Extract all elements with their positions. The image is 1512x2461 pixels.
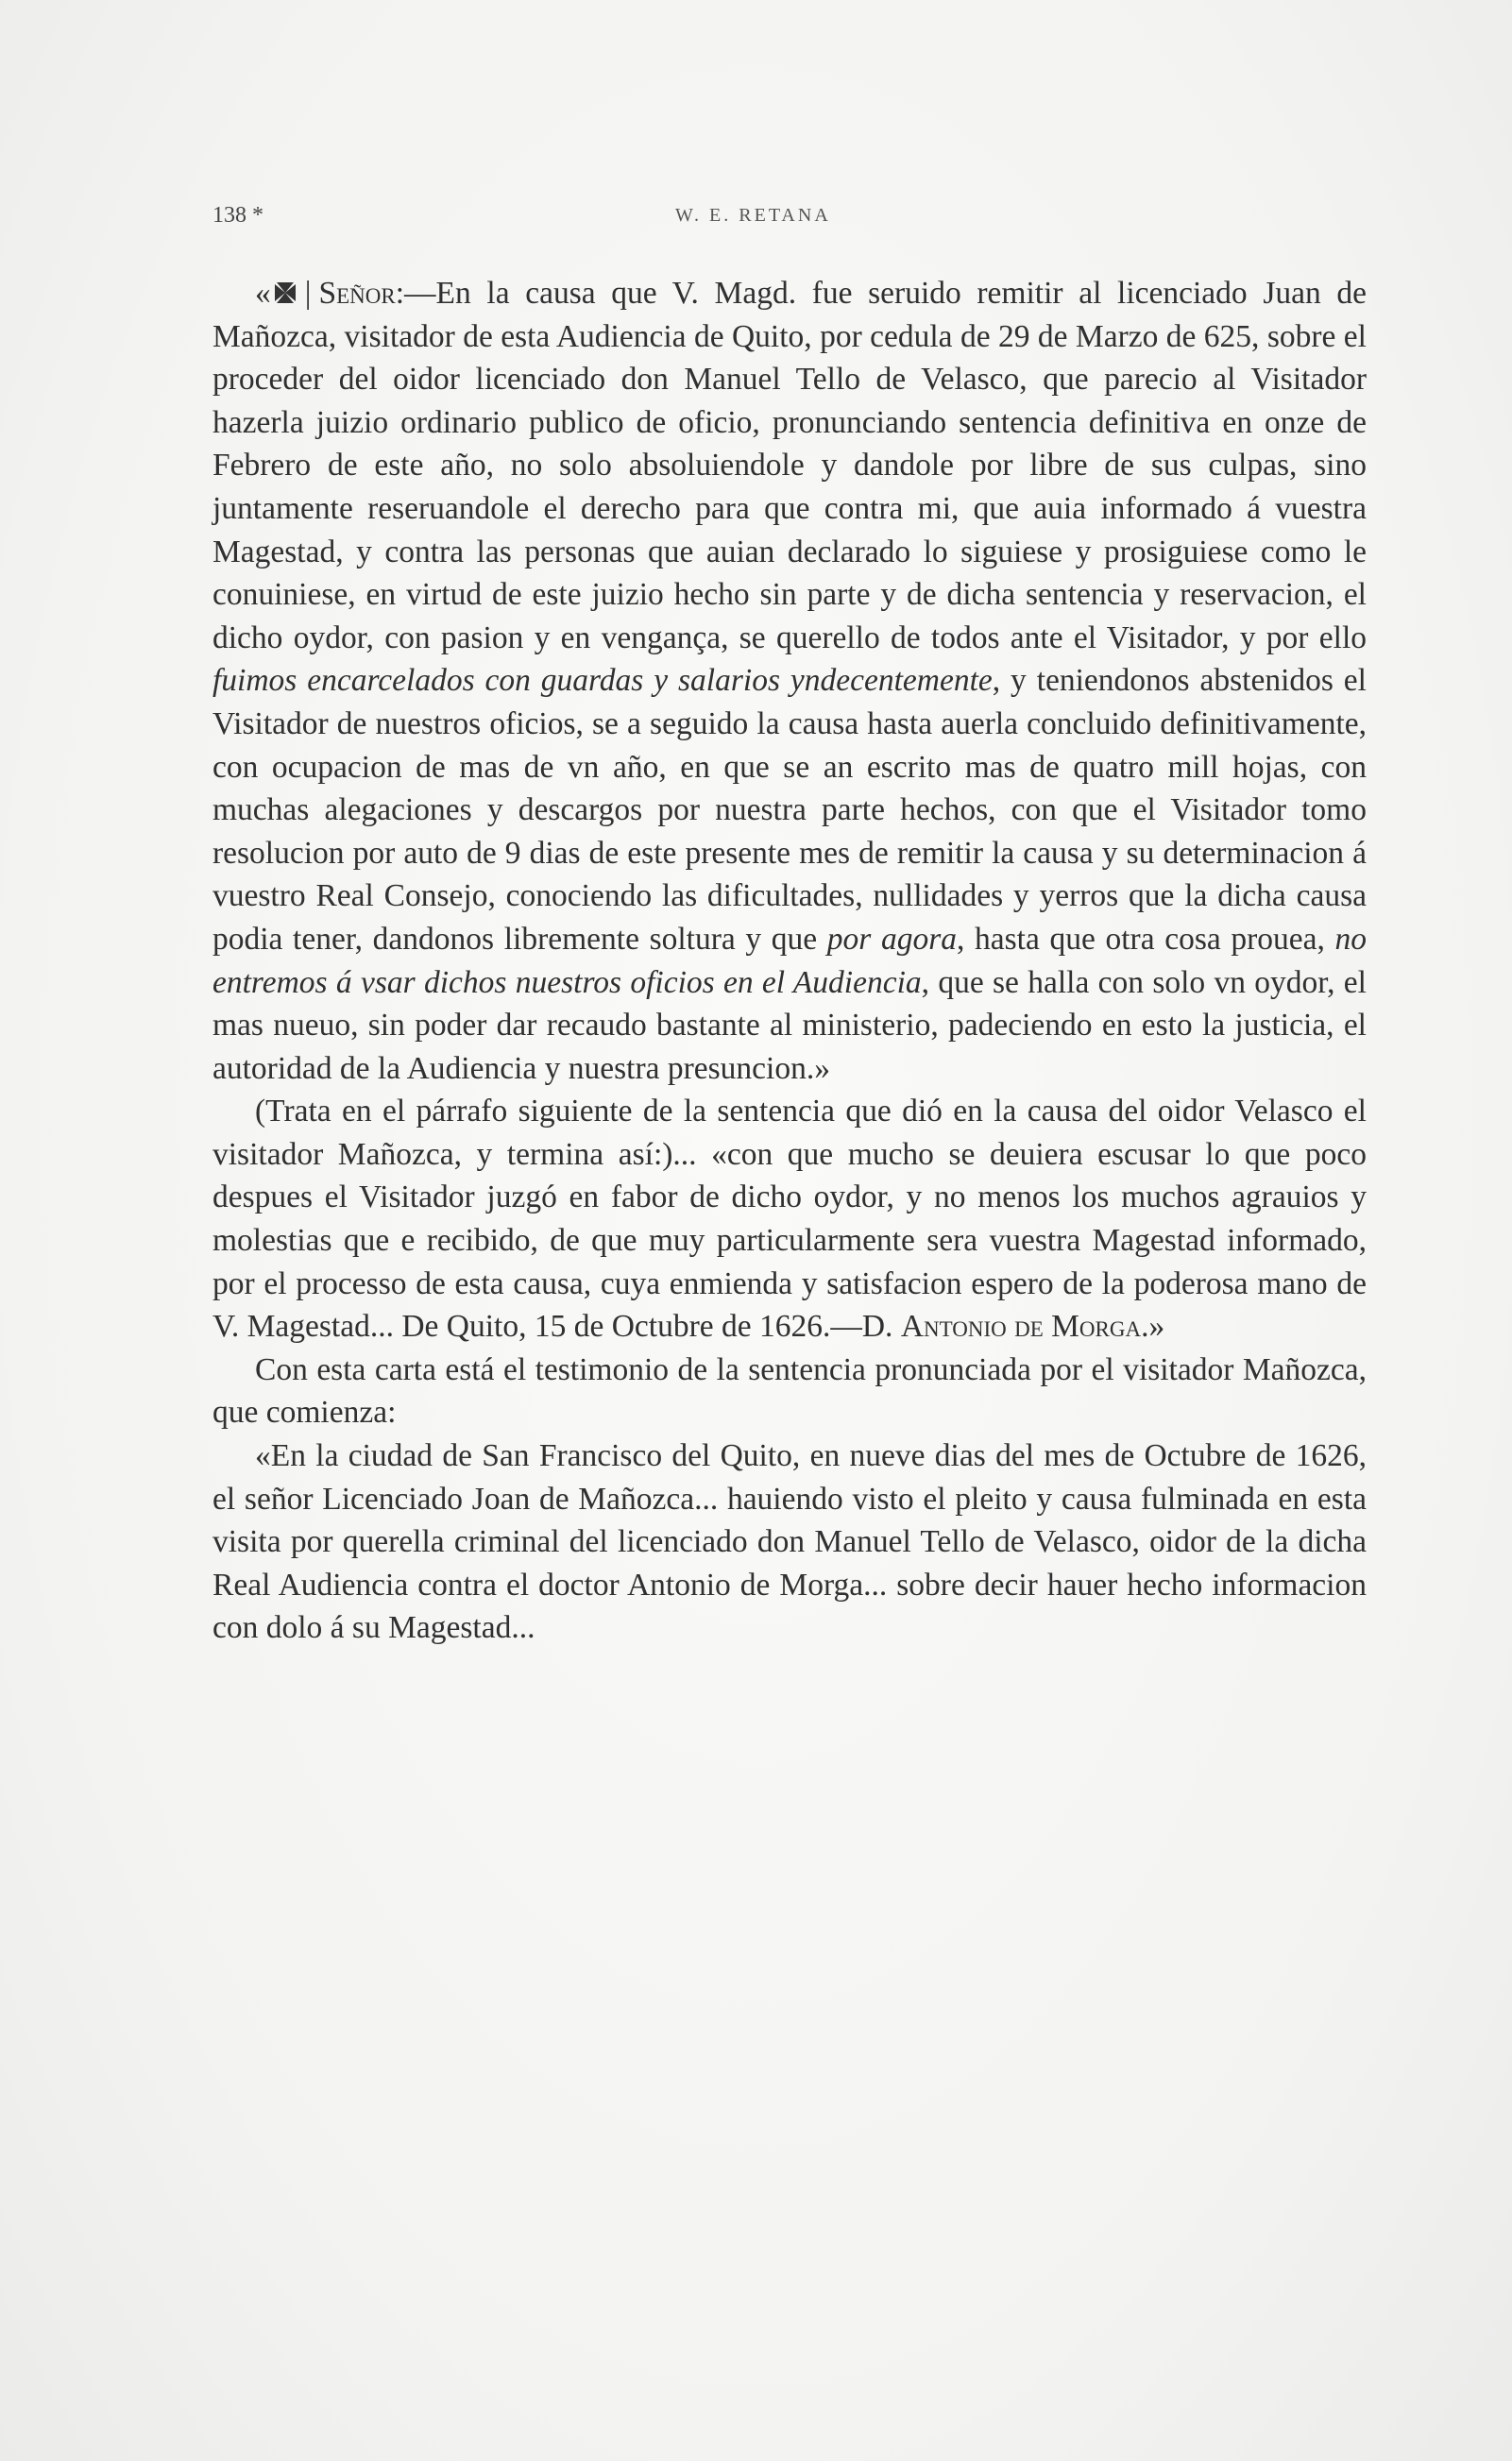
- letter-text-4: , que se halla con solo vn oydor, el mas nueuo, sin poder dar recaudo bastante al ministerio, padeciendo en esto la justicia, el autoridad de la Audiencia y nuestra presuncion.»: [212, 964, 1367, 1086]
- letter-italic-1: fuimos encarcelados con guardas y salarios yndecentemente: [212, 663, 993, 699]
- letter-text-1: :—En la causa que V. Magd. fue seruido remitir al licenciado Juan de Mañozca, visitador de esta Audiencia de Quito, por cedula de 29 de Marzo de 625, sobre el proceder del oidor licenciado don Manuel Tello de Velasco, que parecio al Visitador hazerla juizio ordinario publico de oficio, pronunciando sentencia definitiva en onze de Febrero de este año, no solo absoluiendole y dandole por libre de sus culpas, sino juntamente reseruandole el derecho para que contra mi, que auia informado á vuestra Magestad, y contra las personas que auian declarado lo siguiese y prosiguiese como le conuiniese, en virtud de este juizio hecho sin parte y de dicha sentencia y reservacion, el dicho oydor, con pasion y en vengança, se querello de todos ante el Visitador, y por ello: [212, 276, 1367, 655]
- page-header: [212, 203, 1374, 241]
- letter-italic-3: no entremos á vsar dichos nuestros oficios en el Audiencia: [212, 921, 1368, 1000]
- vertical-bar: |: [304, 276, 312, 311]
- testimony-paragraph: [212, 1349, 1367, 1434]
- sentence-text: «En la ciudad de San Francisco del Quito, en nueve dias del mes de Octubre de 1626, el señor Licenciado Joan de Mañozca... hauiendo visto el pleito y causa fulminada en esta visita por querella criminal del licenciado don Manuel Tello de Velasco, oidor de la dicha Real Audiencia contra el doctor Antonio de Morga... sobre decir hauer hecho informacion con dolo á su Magestad...: [212, 1438, 1367, 1646]
- summary-paragraph: [212, 1090, 1367, 1349]
- letter-text-3: , hasta que otra cosa prouea,: [957, 921, 1335, 957]
- running-head: W. E. RETANA: [675, 205, 831, 226]
- open-quote: «: [255, 276, 271, 311]
- summary-close: .»: [1141, 1309, 1165, 1345]
- page-number: 138 *: [212, 203, 263, 228]
- signature-name: Antonio de Morga: [900, 1309, 1142, 1345]
- sentence-paragraph: [212, 1434, 1367, 1650]
- salutation: Señor: [318, 276, 396, 311]
- letter-paragraph: [212, 272, 1367, 1090]
- body-text: [212, 272, 1367, 1650]
- testimony-text: Con esta carta está el testimonio de la sentencia pronunciada por el visitador Mañozca, que comienza:: [212, 1351, 1367, 1431]
- summary-text: (Trata en el párrafo siguiente de la sentencia que dió en la causa del oidor Velasco el visitador Mañozca, y termina así:)... «con que mucho se deuiera escusar lo que poco despues el Visitador juzgó en fabor de dicho oydor, y no menos los muchos agrauios y molestias que e recibido, de que muy particularmente sera vuestra Magestad informado, por el processo de esta causa, cuya enmienda y satisfacion espero de la poderosa mano de V. Magestad... De Quito, 15 de Octubre de 1626.—D.: [212, 1094, 1367, 1345]
- letter-italic-2: por agora: [826, 921, 958, 957]
- maltese-cross-icon: [271, 279, 299, 307]
- letter-text-2: , y teniendonos abstenidos el Visitador de nuestros oficios, se a seguido la causa hasta auerla concluido definitivamente, con ocupacion de mas de vn año, en que se an escrito mas de quatro mill hojas, con muchas alegaciones y descargos por nuestra parte hechos, con que el Visitador tomo resolucion por auto de 9 dias de este presente mes de remitir la causa y su determinacion á vuestro Real Consejo, conociendo las dificultades, nullidades y yerros que la dicha causa podia tener, dandonos libremente soltura y que: [212, 663, 1367, 957]
